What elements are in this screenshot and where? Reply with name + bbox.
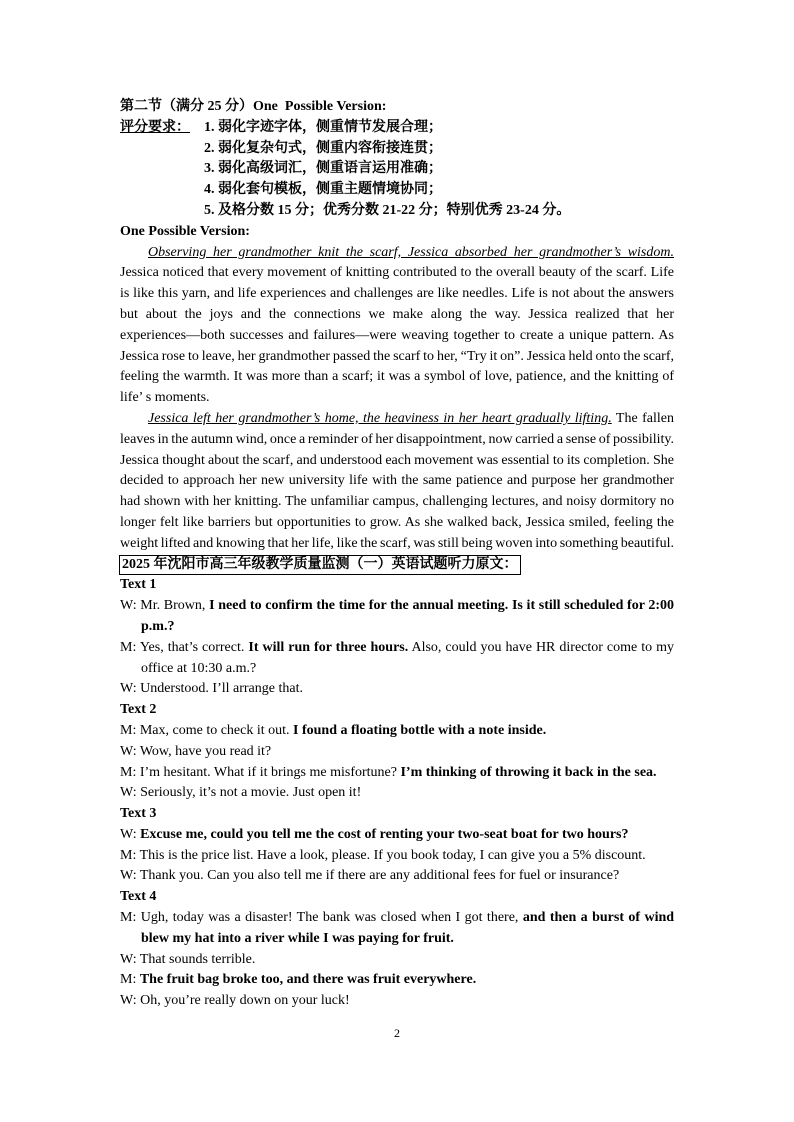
speaker-label: W:: [120, 743, 137, 759]
dialogue-text: Yes, that’s correct.: [139, 639, 245, 655]
speaker-label: M:: [120, 764, 137, 780]
dialogue-line: [120, 929, 674, 950]
dialogue-line: [120, 970, 674, 991]
section-heading-cn: 第二节（满分 25 分）: [120, 99, 253, 114]
essay-line: experiences—both successes and failures—were weaving together to create a unique pattern. As: [120, 327, 674, 343]
text-label: Text 2: [120, 702, 157, 718]
dialogue-turn: [120, 742, 674, 763]
speaker-label: M:: [120, 972, 137, 988]
dialogue-line: [120, 846, 674, 867]
key-information: It will run for three hours.: [248, 639, 409, 655]
text-label: Text 3: [120, 806, 157, 822]
dialogue-text: office at 10:30 a.m.?: [141, 660, 257, 676]
essay-line: feeling the warmth. It was more than a scarf; it was a symbol of love, patience, and the knitting of: [120, 369, 674, 385]
dialogue-turn: [120, 991, 674, 1012]
speaker-label: M:: [120, 910, 137, 926]
dialogue-turn: [120, 783, 674, 804]
essay-paragraph: [120, 243, 674, 409]
scoring-item: 4. 弱化套句模板，侧重主题情境协同；: [204, 182, 442, 198]
scoring-item: 3. 弱化高级词汇，侧重语言运用准确；: [204, 161, 442, 177]
dialogue-line: [120, 866, 674, 887]
essay-line: Jessica rose to leave, her grandmother passed the scarf to her, “Try it on”. Jessica held onto the scarf,: [120, 348, 674, 364]
speaker-label: W:: [120, 785, 137, 801]
dialogue-text: I’m hesitant. What if it brings me misfortune?: [139, 764, 397, 780]
essay-heading: One Possible Version:: [120, 223, 250, 239]
scoring-requirements: [120, 118, 674, 222]
given-opening-sentence: Observing her grandmother knit the scarf, Jessica absorbed her grandmother’s wisdom.: [148, 244, 674, 260]
page-number: 2: [394, 1026, 400, 1040]
dialogue-text: Ugh, today was a disaster! The bank was closed when I got there,: [140, 910, 519, 926]
key-information: I need to confirm the time for the annual meeting. Is it still scheduled for 2:00: [209, 598, 675, 614]
listening-title-row: [120, 555, 674, 576]
speaker-label: W:: [120, 951, 137, 967]
speaker-label: W:: [120, 993, 137, 1009]
dialogue-line: [120, 721, 674, 742]
listening-text: [120, 804, 674, 887]
listening-text: [120, 575, 674, 700]
essay-line: leaves in the autumn wind, once a reminder of her disappointment, now carried a sense of possibility.: [120, 431, 674, 447]
dialogue-turn: [120, 763, 674, 784]
section-heading: [120, 97, 674, 118]
dialogue-turn: [120, 721, 674, 742]
essay-line: had shown with her knitting. The unfamiliar campus, challenging lectures, and noisy dormitory no: [120, 494, 674, 510]
dialogue-turn: [120, 638, 674, 680]
listening-title-box: 2025 年沈阳市高三年级教学质量监测（一）英语试题听力原文：: [119, 555, 521, 576]
essay-line: life’ s moments.: [120, 390, 210, 406]
scoring-item: 5. 及格分数 15 分；优秀分数 21-22 分；特别优秀 23-24 分。: [204, 202, 571, 218]
dialogue-turn: [120, 596, 674, 638]
scoring-row: [120, 118, 674, 139]
dialogue-turn: [120, 908, 674, 950]
dialogue-turn: [120, 679, 674, 700]
text-label: Text 1: [120, 577, 157, 593]
key-information: I found a floating bottle with a note inside.: [293, 722, 547, 738]
dialogue-turn: [120, 970, 674, 991]
dialogue-turn: [120, 846, 674, 867]
speaker-label: M:: [120, 722, 137, 738]
dialogue-line: [120, 659, 674, 680]
essay-line: [120, 409, 674, 430]
speaker-label: M:: [120, 639, 137, 655]
speaker-label: M:: [120, 847, 137, 863]
key-information: Excuse me, could you tell me the cost of renting your two-seat boat for two hours?: [140, 826, 629, 842]
key-information: I’m thinking of throwing it back in the sea.: [400, 764, 657, 780]
scoring-item: 2. 弱化复杂句式，侧重内容衔接连贯；: [204, 140, 442, 156]
dialogue-line: [120, 617, 674, 638]
scoring-item: 1. 弱化字迹字体，侧重情节发展合理；: [204, 119, 442, 135]
dialogue-text: Thank you. Can you also tell me if there are any additional fees for fuel or insurance?: [139, 868, 620, 884]
dialogue-line: [120, 908, 674, 929]
section-heading-en: One Possible Version:: [253, 99, 387, 114]
scoring-label: 评分要求：: [120, 119, 190, 135]
page-content: [120, 97, 674, 1012]
essay-line: [120, 243, 674, 264]
key-information: p.m.?: [141, 618, 175, 634]
listening-text: [120, 887, 674, 1012]
speaker-label: W:: [120, 826, 137, 842]
dialogue-line: [120, 638, 674, 659]
essay-text: The fallen: [615, 410, 674, 426]
listening-text: [120, 700, 674, 804]
dialogue-text: This is the price list. Have a look, please. If you book today, I can give you a 5% discount.: [139, 847, 646, 863]
dialogue-line: [120, 825, 674, 846]
essay-line: but about the joys and the connections we make along the way. Jessica realized that her: [120, 306, 674, 322]
dialogue-text: That sounds terrible.: [139, 951, 256, 967]
speaker-label: W:: [120, 868, 137, 884]
dialogue-line: [120, 950, 674, 971]
dialogue-line: [120, 742, 674, 763]
essay-line: Jessica thought about the scarf, and understood each movement was essential to its completion. She: [120, 452, 674, 468]
scoring-label-wrap: [120, 118, 204, 139]
essay-line: decided to approach her new university life with the same patience and purpose her grandmother: [120, 473, 674, 489]
dialogue-text: Max, come to check it out.: [139, 722, 290, 738]
dialogue-text: Seriously, it’s not a movie. Just open it!: [140, 785, 362, 801]
dialogue-turn: [120, 950, 674, 971]
dialogue-text: Oh, you’re really down on your luck!: [140, 993, 350, 1009]
speaker-label: W:: [120, 598, 137, 614]
dialogue-text: Also, could you have HR director come to my: [411, 639, 675, 655]
dialogue-text: Wow, have you read it?: [139, 743, 272, 759]
dialogue-line: [120, 679, 674, 700]
dialogue-line: [120, 763, 674, 784]
speaker-label: W:: [120, 681, 137, 697]
essay-line: is like this yarn, and life experiences and challenges are like needles. Life is not about the answers: [120, 286, 674, 302]
key-information: The fruit bag broke too, and there was fruit everywhere.: [139, 972, 477, 988]
given-opening-sentence: Jessica left her grandmother’s home, the heaviness in her heart gradually lifting.: [148, 410, 612, 426]
key-information: and then a burst of wind: [522, 910, 675, 926]
essay-line: longer felt like barriers but opportunities to grow. As she walked back, Jessica smiled, feeling the: [120, 514, 674, 530]
dialogue-text: Understood. I’ll arrange that.: [140, 681, 303, 697]
dialogue-line: [120, 783, 674, 804]
dialogue-text: Mr. Brown,: [140, 598, 206, 614]
key-information: blew my hat into a river while I was paying for fruit.: [141, 930, 454, 946]
dialogue-line: [120, 991, 674, 1012]
essay-line: weight lifted and knowing that her life, like the scarf, was still being woven into something beautiful.: [120, 535, 674, 551]
essay-paragraph: [120, 409, 674, 555]
essay-line: Jessica noticed that every movement of knitting contributed to the overall beauty of the scarf. Life: [120, 265, 674, 281]
dialogue-turn: [120, 866, 674, 887]
dialogue-turn: [120, 825, 674, 846]
text-label: Text 4: [120, 889, 157, 905]
dialogue-line: [120, 596, 674, 617]
